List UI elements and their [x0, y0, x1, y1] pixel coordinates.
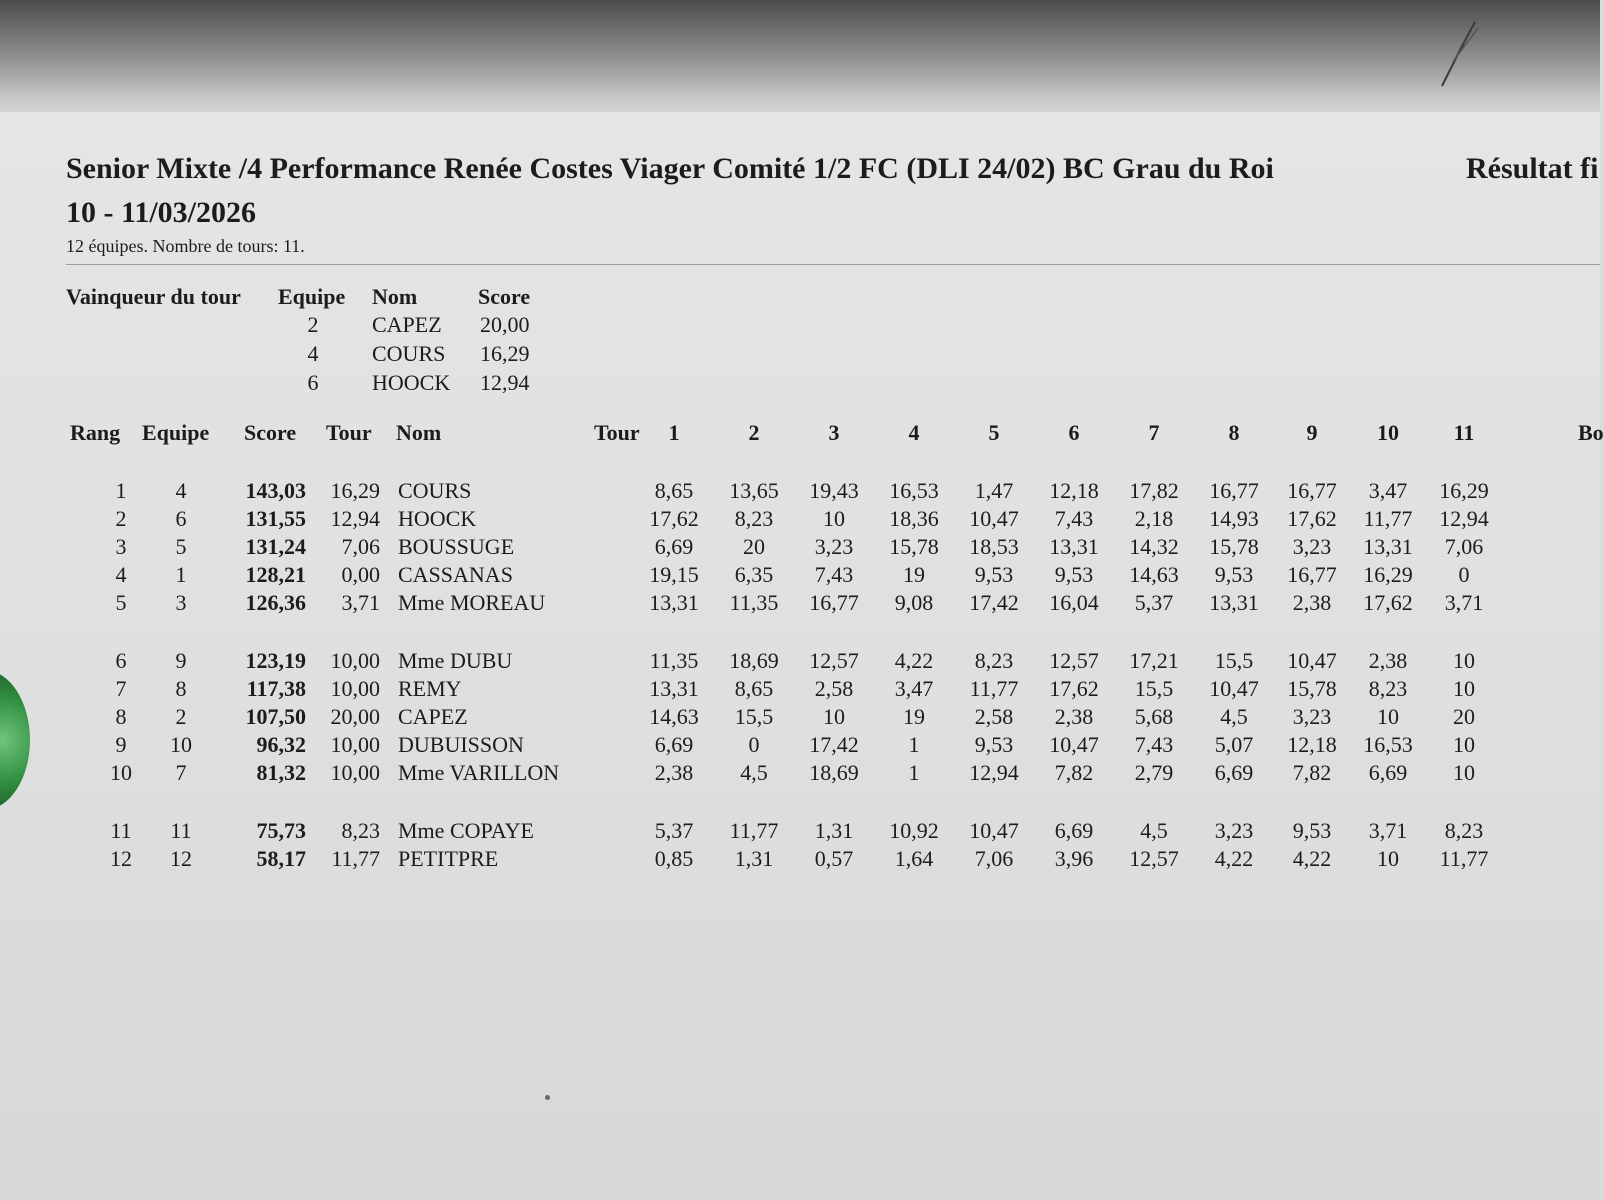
round-score-cell: 15,5: [1134, 676, 1174, 701]
winner-equipe: 6: [307, 370, 319, 395]
equipe-cell: 4: [175, 478, 187, 503]
round-header-1: 1: [668, 420, 680, 445]
round-score-cell: 14,32: [1129, 534, 1179, 559]
round-score-cell: 20: [1453, 704, 1475, 729]
round-score-cell: 17,82: [1129, 478, 1179, 503]
round-score-cell: 3,23: [1292, 534, 1332, 559]
round-score-cell: 14,93: [1209, 506, 1259, 531]
round-score-cell: 4,5: [1140, 818, 1168, 843]
round-score-cell: 16,77: [1287, 562, 1337, 587]
equipe-cell: 11: [170, 818, 192, 843]
nom-cell: Mme VARILLON: [398, 760, 560, 785]
tour-header: Tour: [326, 420, 372, 445]
round-score-cell: 4,5: [740, 760, 768, 785]
round-score-cell: 4,22: [894, 648, 934, 673]
round-score-cell: 16,77: [809, 590, 859, 615]
rang-cell: 9: [115, 732, 127, 757]
tour-cell: 10,00: [330, 760, 380, 785]
divider: [66, 264, 1600, 265]
equipe-cell: 9: [175, 648, 187, 673]
round-score-cell: 3,47: [1368, 478, 1408, 503]
round-score-cell: 16,53: [1363, 732, 1413, 757]
winner-score: 20,00: [480, 312, 530, 337]
round-score-cell: 8,23: [1368, 676, 1408, 701]
round-score-cell: 7,82: [1292, 760, 1332, 785]
rang-cell: 8: [115, 704, 127, 729]
round-score-cell: 13,31: [1049, 534, 1099, 559]
round-score-cell: 3,71: [1444, 590, 1484, 615]
nom-cell: DUBUISSON: [398, 732, 524, 757]
round-header-9: 9: [1306, 420, 1318, 445]
photo-top-shadow: [0, 0, 1600, 125]
round-score-cell: 5,07: [1214, 732, 1254, 757]
round-score-cell: 12,18: [1049, 478, 1099, 503]
score-cell: 81,32: [256, 760, 306, 785]
competition-info: 12 équipes. Nombre de tours: 11.: [66, 236, 305, 256]
tour-cell: 0,00: [341, 562, 380, 587]
winner-equipe: 2: [307, 312, 319, 337]
round-score-cell: 15,5: [1214, 648, 1254, 673]
rang-cell: 3: [115, 534, 127, 559]
score-cell: 128,21: [245, 562, 306, 587]
round-score-cell: 19,43: [809, 478, 859, 503]
nom-cell: REMY: [398, 676, 462, 701]
round-score-cell: 3,71: [1368, 818, 1408, 843]
round-score-cell: 10: [1453, 648, 1475, 673]
round-score-cell: 7,43: [1054, 506, 1094, 531]
round-score-cell: 6,69: [1214, 760, 1254, 785]
rang-cell: 2: [115, 506, 127, 531]
round-score-cell: 3,47: [894, 676, 934, 701]
round-score-cell: 18,53: [969, 534, 1019, 559]
tour-cell: 10,00: [330, 648, 380, 673]
nom-cell: Mme MOREAU: [398, 590, 546, 615]
score-cell: 96,32: [256, 732, 306, 757]
round-header-2: 2: [748, 420, 760, 445]
score-cell: 123,19: [245, 648, 306, 673]
competition-title: Senior Mixte /4 Performance Renée Costes Viager Comité 1/2 FC (DLI 24/02) BC Grau du Roi: [66, 152, 1274, 185]
round-score-cell: 2,38: [654, 760, 694, 785]
round-score-cell: 7,43: [814, 562, 854, 587]
rang-cell: 11: [110, 818, 132, 843]
round-score-cell: 16,29: [1363, 562, 1413, 587]
round-score-cell: 12,94: [969, 760, 1019, 785]
round-header-6: 6: [1068, 420, 1080, 445]
winner-label-header: Vainqueur du tour: [66, 284, 241, 309]
equipe-cell: 3: [175, 590, 187, 615]
tour-cell: 16,29: [330, 478, 380, 503]
round-score-cell: 0: [1458, 562, 1470, 587]
winner-nom-header: Nom: [372, 284, 418, 309]
tour-cell: 8,23: [341, 818, 380, 843]
equipe-cell: 12: [170, 846, 192, 871]
round-score-cell: 10,47: [969, 818, 1019, 843]
round-score-cell: 18,69: [809, 760, 859, 785]
round-score-cell: 13,31: [1209, 590, 1259, 615]
equipe-cell: 5: [175, 534, 187, 559]
round-score-cell: 5,37: [654, 818, 694, 843]
round-score-cell: 11,77: [729, 818, 779, 843]
results-document: [66, 152, 1604, 1152]
score-header: Score: [244, 420, 297, 445]
rang-cell: 12: [110, 846, 132, 871]
round-score-cell: 4,22: [1214, 846, 1254, 871]
rang-cell: 6: [115, 648, 127, 673]
round-score-cell: 9,08: [894, 590, 934, 615]
round-score-cell: 10,47: [1209, 676, 1259, 701]
round-score-cell: 9,53: [1292, 818, 1332, 843]
round-score-cell: 12,57: [809, 648, 859, 673]
rang-cell: 5: [115, 590, 127, 615]
score-cell: 58,17: [256, 846, 306, 871]
round-score-cell: 16,77: [1209, 478, 1259, 503]
round-score-cell: 16,77: [1287, 478, 1337, 503]
score-cell: 126,36: [245, 590, 306, 615]
tour-cell: 11,77: [331, 846, 380, 871]
round-score-cell: 8,23: [1444, 818, 1484, 843]
nom-cell: CASSANAS: [398, 562, 513, 587]
round-header-8: 8: [1228, 420, 1240, 445]
rang-cell: 1: [115, 478, 127, 503]
equipe-cell: 6: [175, 506, 187, 531]
round-score-cell: 6,69: [654, 534, 694, 559]
round-score-cell: 11,35: [729, 590, 779, 615]
round-score-cell: 10,47: [1287, 648, 1337, 673]
winner-equipe: 4: [307, 341, 319, 366]
round-score-cell: 16,29: [1439, 478, 1489, 503]
round-score-cell: 12,57: [1049, 648, 1099, 673]
round-score-cell: 8,65: [734, 676, 774, 701]
round-score-cell: 0: [748, 732, 760, 757]
round-header-3: 3: [828, 420, 840, 445]
rang-cell: 7: [115, 676, 127, 701]
round-header-5: 5: [988, 420, 1000, 445]
round-score-cell: 7,43: [1134, 732, 1174, 757]
round-score-cell: 20: [743, 534, 765, 559]
equipe-cell: 10: [170, 732, 192, 757]
winner-equipe-header: Equipe: [278, 284, 346, 309]
round-score-cell: 1,47: [974, 478, 1014, 503]
pen-mark: [1420, 20, 1480, 90]
winner-score-header: Score: [478, 284, 531, 309]
round-score-cell: 19: [903, 704, 925, 729]
round-score-cell: 17,62: [1363, 590, 1413, 615]
round-score-cell: 5,37: [1134, 590, 1174, 615]
round-score-cell: 12,18: [1287, 732, 1337, 757]
round-score-cell: 3,23: [814, 534, 854, 559]
round-score-cell: 17,62: [1049, 676, 1099, 701]
tour-cell: 12,94: [330, 506, 380, 531]
round-score-cell: 18,69: [729, 648, 779, 673]
round-header-4: 4: [908, 420, 920, 445]
nom-cell: Mme DUBU: [398, 648, 513, 673]
winner-nom: HOOCK: [372, 370, 451, 395]
round-score-cell: 12,94: [1439, 506, 1489, 531]
round-score-cell: 1,64: [894, 846, 934, 871]
round-score-cell: 10: [1453, 676, 1475, 701]
rang-cell: 10: [110, 760, 132, 785]
round-score-cell: 17,42: [969, 590, 1019, 615]
round-score-cell: 19,15: [649, 562, 699, 587]
round-score-cell: 2,38: [1292, 590, 1332, 615]
winner-nom: COURS: [372, 341, 446, 366]
round-score-cell: 18,36: [889, 506, 939, 531]
round-score-cell: 5,68: [1134, 704, 1174, 729]
tour-cell: 20,00: [330, 704, 380, 729]
nom-header: Nom: [396, 420, 442, 445]
round-score-cell: 6,69: [1054, 818, 1094, 843]
round-score-cell: 15,78: [1287, 676, 1337, 701]
round-score-cell: 10: [823, 506, 845, 531]
tour-cell: 10,00: [330, 676, 380, 701]
round-score-cell: 2,58: [974, 704, 1014, 729]
round-score-cell: 7,06: [974, 846, 1014, 871]
round-score-cell: 11,35: [649, 648, 699, 673]
round-score-cell: 4,5: [1220, 704, 1248, 729]
nom-cell: PETITPRE: [398, 846, 499, 871]
nom-cell: CAPEZ: [398, 704, 468, 729]
round-score-cell: 17,62: [649, 506, 699, 531]
round-score-cell: 10,92: [889, 818, 939, 843]
equipe-cell: 7: [175, 760, 187, 785]
round-score-cell: 3,23: [1292, 704, 1332, 729]
round-score-cell: 17,42: [809, 732, 859, 757]
round-score-cell: 9,53: [1054, 562, 1094, 587]
extra-header: Bo: [1578, 420, 1604, 445]
round-score-cell: 16,53: [889, 478, 939, 503]
round-score-cell: 7,82: [1054, 760, 1094, 785]
round-header-11: 11: [1453, 420, 1475, 445]
round-score-cell: 2,58: [814, 676, 854, 701]
round-score-cell: 13,31: [1363, 534, 1413, 559]
nom-cell: HOOCK: [398, 506, 477, 531]
round-score-cell: 6,35: [734, 562, 774, 587]
competition-date: 10 - 11/03/2026: [66, 196, 257, 229]
winner-nom: CAPEZ: [372, 312, 442, 337]
round-score-cell: 10: [823, 704, 845, 729]
rang-cell: 4: [115, 562, 127, 587]
score-cell: 117,38: [246, 676, 306, 701]
round-score-cell: 14,63: [1129, 562, 1179, 587]
round-score-cell: 9,53: [974, 732, 1014, 757]
round-score-cell: 10,47: [1049, 732, 1099, 757]
round-score-cell: 1: [908, 760, 920, 785]
round-score-cell: 16,04: [1049, 590, 1099, 615]
rang-header: Rang: [70, 420, 121, 445]
round-score-cell: 2,38: [1368, 648, 1408, 673]
round-score-cell: 9,53: [1214, 562, 1254, 587]
round-score-cell: 11,77: [969, 676, 1019, 701]
tour-label-header: Tour: [594, 420, 640, 445]
round-header-7: 7: [1148, 420, 1160, 445]
round-score-cell: 11,77: [1363, 506, 1413, 531]
round-header-10: 10: [1377, 420, 1399, 445]
round-score-cell: 10,47: [969, 506, 1019, 531]
round-score-cell: 14,63: [649, 704, 699, 729]
round-score-cell: 15,78: [889, 534, 939, 559]
round-score-cell: 19: [903, 562, 925, 587]
score-cell: 75,73: [256, 818, 306, 843]
round-score-cell: 8,23: [974, 648, 1014, 673]
round-score-cell: 4,22: [1292, 846, 1332, 871]
result-label: Résultat fi: [1466, 152, 1599, 185]
round-score-cell: 3,96: [1054, 846, 1094, 871]
score-cell: 131,24: [245, 534, 306, 559]
tour-cell: 10,00: [330, 732, 380, 757]
round-score-cell: 3,23: [1214, 818, 1254, 843]
equipe-header: Equipe: [142, 420, 210, 445]
equipe-cell: 8: [175, 676, 187, 701]
round-score-cell: 17,21: [1129, 648, 1179, 673]
equipe-cell: 1: [175, 562, 187, 587]
round-score-cell: 0,85: [654, 846, 694, 871]
score-cell: 107,50: [245, 704, 306, 729]
round-score-cell: 8,65: [654, 478, 694, 503]
round-score-cell: 0,57: [814, 846, 854, 871]
round-score-cell: 10: [1453, 732, 1475, 757]
tour-cell: 3,71: [341, 590, 380, 615]
nom-cell: COURS: [398, 478, 472, 503]
round-score-cell: 9,53: [974, 562, 1014, 587]
round-score-cell: 15,78: [1209, 534, 1259, 559]
round-score-cell: 2,38: [1054, 704, 1094, 729]
round-score-cell: 10: [1377, 704, 1399, 729]
round-score-cell: 1,31: [814, 818, 854, 843]
round-score-cell: 2,79: [1134, 760, 1174, 785]
round-score-cell: 13,31: [649, 590, 699, 615]
round-score-cell: 6,69: [1368, 760, 1408, 785]
round-score-cell: 10: [1377, 846, 1399, 871]
nom-cell: BOUSSUGE: [398, 534, 515, 559]
title-row: [66, 152, 1600, 192]
equipe-cell: 2: [175, 704, 187, 729]
score-cell: 143,03: [245, 478, 306, 503]
round-score-cell: 10: [1453, 760, 1475, 785]
round-score-cell: 6,69: [654, 732, 694, 757]
nom-cell: Mme COPAYE: [398, 818, 534, 843]
winner-score: 16,29: [480, 341, 530, 366]
winner-score: 12,94: [480, 370, 530, 395]
round-score-cell: 1,31: [734, 846, 774, 871]
round-score-cell: 1: [908, 732, 920, 757]
tour-cell: 7,06: [341, 534, 380, 559]
round-score-cell: 13,31: [649, 676, 699, 701]
score-cell: 131,55: [245, 506, 306, 531]
round-score-cell: 15,5: [734, 704, 774, 729]
round-score-cell: 12,57: [1129, 846, 1179, 871]
round-score-cell: 7,06: [1444, 534, 1484, 559]
round-score-cell: 2,18: [1134, 506, 1174, 531]
round-score-cell: 17,62: [1287, 506, 1337, 531]
round-score-cell: 13,65: [729, 478, 779, 503]
round-score-cell: 11,77: [1439, 846, 1489, 871]
round-score-cell: 8,23: [734, 506, 774, 531]
